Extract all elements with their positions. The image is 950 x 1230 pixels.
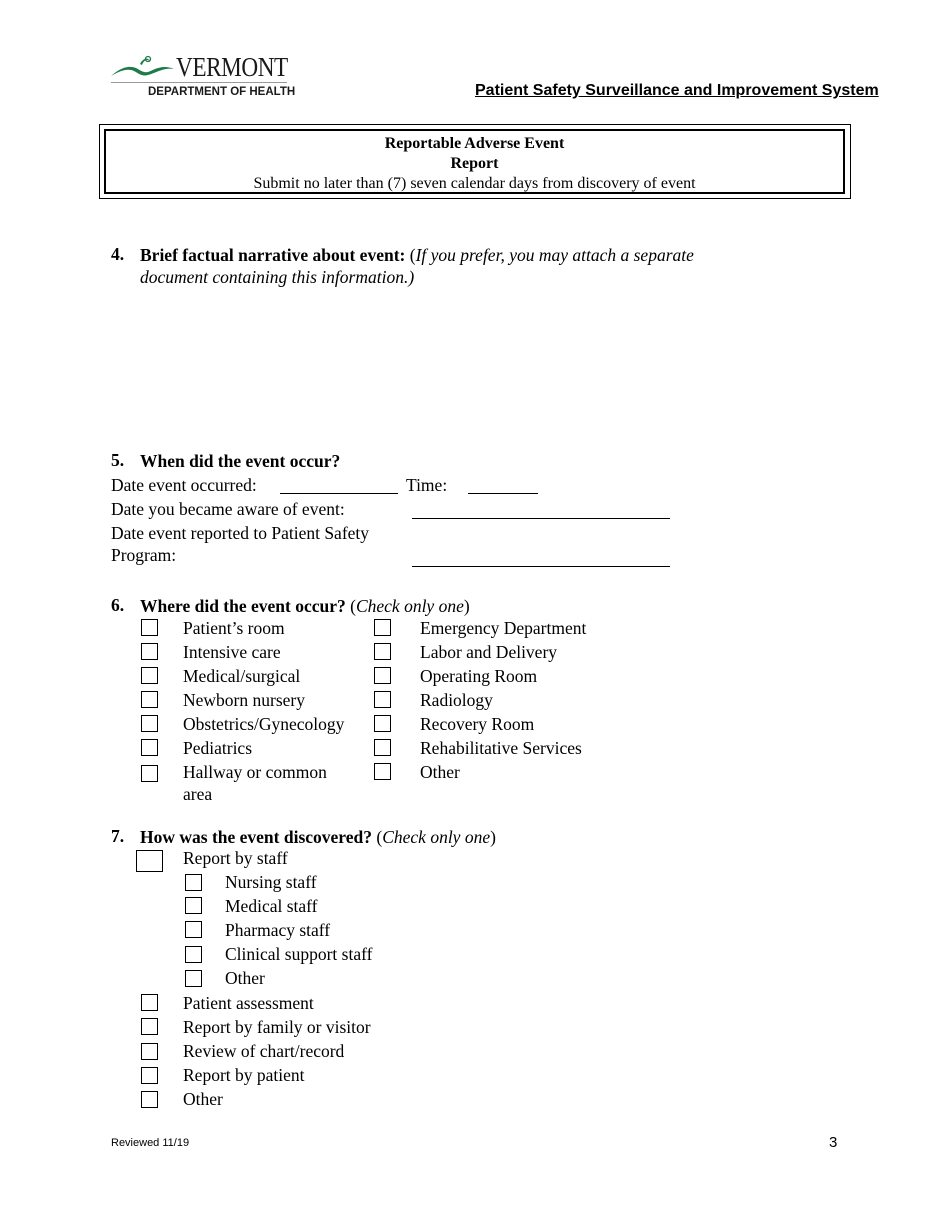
form-subtitle: Report	[450, 155, 499, 172]
logo-department: DEPARTMENT OF HEALTH	[148, 86, 296, 98]
q4-hint-line2: document containing this information.)	[140, 267, 415, 287]
checkbox-intensive-care[interactable]	[141, 643, 158, 660]
checkbox-report-by-staff[interactable]	[136, 850, 163, 872]
q6-number: 6.	[111, 595, 125, 615]
checkbox-radiology[interactable]	[374, 691, 391, 708]
checkbox-discovery-other[interactable]	[141, 1091, 158, 1108]
submission-instruction: Submit no later than (7) seven calendar days from discovery of event	[253, 175, 696, 192]
checkbox-operating-room[interactable]	[374, 667, 391, 684]
option-hallway: Hallway or common	[183, 762, 327, 782]
option-medical-staff: Medical staff	[225, 896, 318, 916]
option-clinical-support: Clinical support staff	[225, 944, 373, 964]
checkbox-patients-room[interactable]	[141, 619, 158, 636]
option-pharmacy-staff: Pharmacy staff	[225, 920, 331, 940]
option-labor-delivery: Labor and Delivery	[420, 642, 558, 662]
q7-question: How was the event discovered? (Check only one)	[140, 827, 496, 847]
q4-hint-line1: If you prefer, you may attach a separate	[415, 245, 694, 265]
checkbox-medical-staff[interactable]	[185, 897, 202, 914]
checkbox-rehabilitative[interactable]	[374, 739, 391, 756]
checkbox-patient-assessment[interactable]	[141, 994, 158, 1011]
q4-label: Brief factual narrative about event:	[140, 245, 406, 265]
option-newborn-nursery: Newborn nursery	[183, 690, 305, 710]
checkbox-obstetrics[interactable]	[141, 715, 158, 732]
page-number: 3	[829, 1134, 838, 1151]
option-discovery-other: Other	[183, 1089, 223, 1109]
option-report-by-patient: Report by patient	[183, 1065, 305, 1085]
date-occurred-field[interactable]	[280, 493, 398, 494]
checkbox-labor-delivery[interactable]	[374, 643, 391, 660]
checkbox-staff-other[interactable]	[185, 970, 202, 987]
q6-question: Where did the event occur? (Check only one)	[140, 596, 470, 616]
checkbox-pediatrics[interactable]	[141, 739, 158, 756]
reviewed-date: Reviewed 11/19	[111, 1137, 190, 1149]
checkbox-newborn-nursery[interactable]	[141, 691, 158, 708]
option-intensive-care: Intensive care	[183, 642, 281, 662]
checkbox-nursing-staff[interactable]	[185, 874, 202, 891]
option-emergency: Emergency Department	[420, 618, 587, 638]
option-medical-surgical: Medical/surgical	[183, 666, 301, 686]
time-label: Time:	[406, 475, 448, 495]
option-pediatrics: Pediatrics	[183, 738, 253, 758]
option-hallway-cont: area	[183, 784, 213, 804]
q4-number: 4.	[111, 244, 125, 264]
option-rehabilitative: Rehabilitative Services	[420, 738, 582, 758]
checkbox-chart-review[interactable]	[141, 1043, 158, 1060]
checkbox-hallway[interactable]	[141, 765, 158, 782]
option-location-other: Other	[420, 762, 460, 782]
option-family-visitor: Report by family or visitor	[183, 1017, 371, 1037]
q7-number: 7.	[111, 826, 125, 846]
checkbox-report-by-patient[interactable]	[141, 1067, 158, 1084]
logo-divider	[111, 82, 287, 83]
vermont-logo-mark	[110, 54, 176, 80]
title-box	[104, 129, 845, 194]
system-title: Patient Safety Surveillance and Improvement System	[475, 82, 879, 99]
option-radiology: Radiology	[420, 690, 493, 710]
date-occurred-label: Date event occurred:	[111, 475, 257, 495]
q6-label: Where did the event occur?	[140, 596, 346, 616]
date-aware-label: Date you became aware of event:	[111, 499, 345, 519]
checkbox-family-visitor[interactable]	[141, 1018, 158, 1035]
checkbox-pharmacy-staff[interactable]	[185, 921, 202, 938]
option-patients-room: Patient’s room	[183, 618, 285, 638]
checkbox-medical-surgical[interactable]	[141, 667, 158, 684]
date-aware-field[interactable]	[412, 518, 670, 519]
option-patient-assessment: Patient assessment	[183, 993, 314, 1013]
q5-number: 5.	[111, 450, 125, 470]
q4-hint-line2-row	[140, 266, 414, 288]
option-recovery-room: Recovery Room	[420, 714, 535, 734]
option-operating-room: Operating Room	[420, 666, 538, 686]
q4-question	[140, 244, 694, 266]
form-title: Reportable Adverse Event	[384, 135, 565, 152]
q7-hint: Check only one	[382, 827, 491, 847]
option-chart-review: Review of chart/record	[183, 1041, 345, 1061]
q4-paren: (	[409, 245, 416, 265]
checkbox-clinical-support[interactable]	[185, 946, 202, 963]
date-reported-field[interactable]	[412, 566, 670, 567]
option-report-by-staff: Report by staff	[183, 848, 288, 868]
checkbox-location-other[interactable]	[374, 763, 391, 780]
date-reported-label-2: Program:	[111, 545, 177, 565]
checkbox-emergency[interactable]	[374, 619, 391, 636]
q7-label: How was the event discovered?	[140, 827, 373, 847]
q6-hint: Check only one	[355, 596, 464, 616]
date-reported-label-1: Date event reported to Patient Safety	[111, 523, 370, 543]
logo-wordmark: VERMONT	[176, 52, 288, 82]
option-nursing-staff: Nursing staff	[225, 872, 317, 892]
time-field[interactable]	[468, 493, 538, 494]
option-staff-other: Other	[225, 968, 265, 988]
option-obstetrics: Obstetrics/Gynecology	[183, 714, 345, 734]
q5-label: When did the event occur?	[140, 451, 341, 471]
checkbox-recovery-room[interactable]	[374, 715, 391, 732]
